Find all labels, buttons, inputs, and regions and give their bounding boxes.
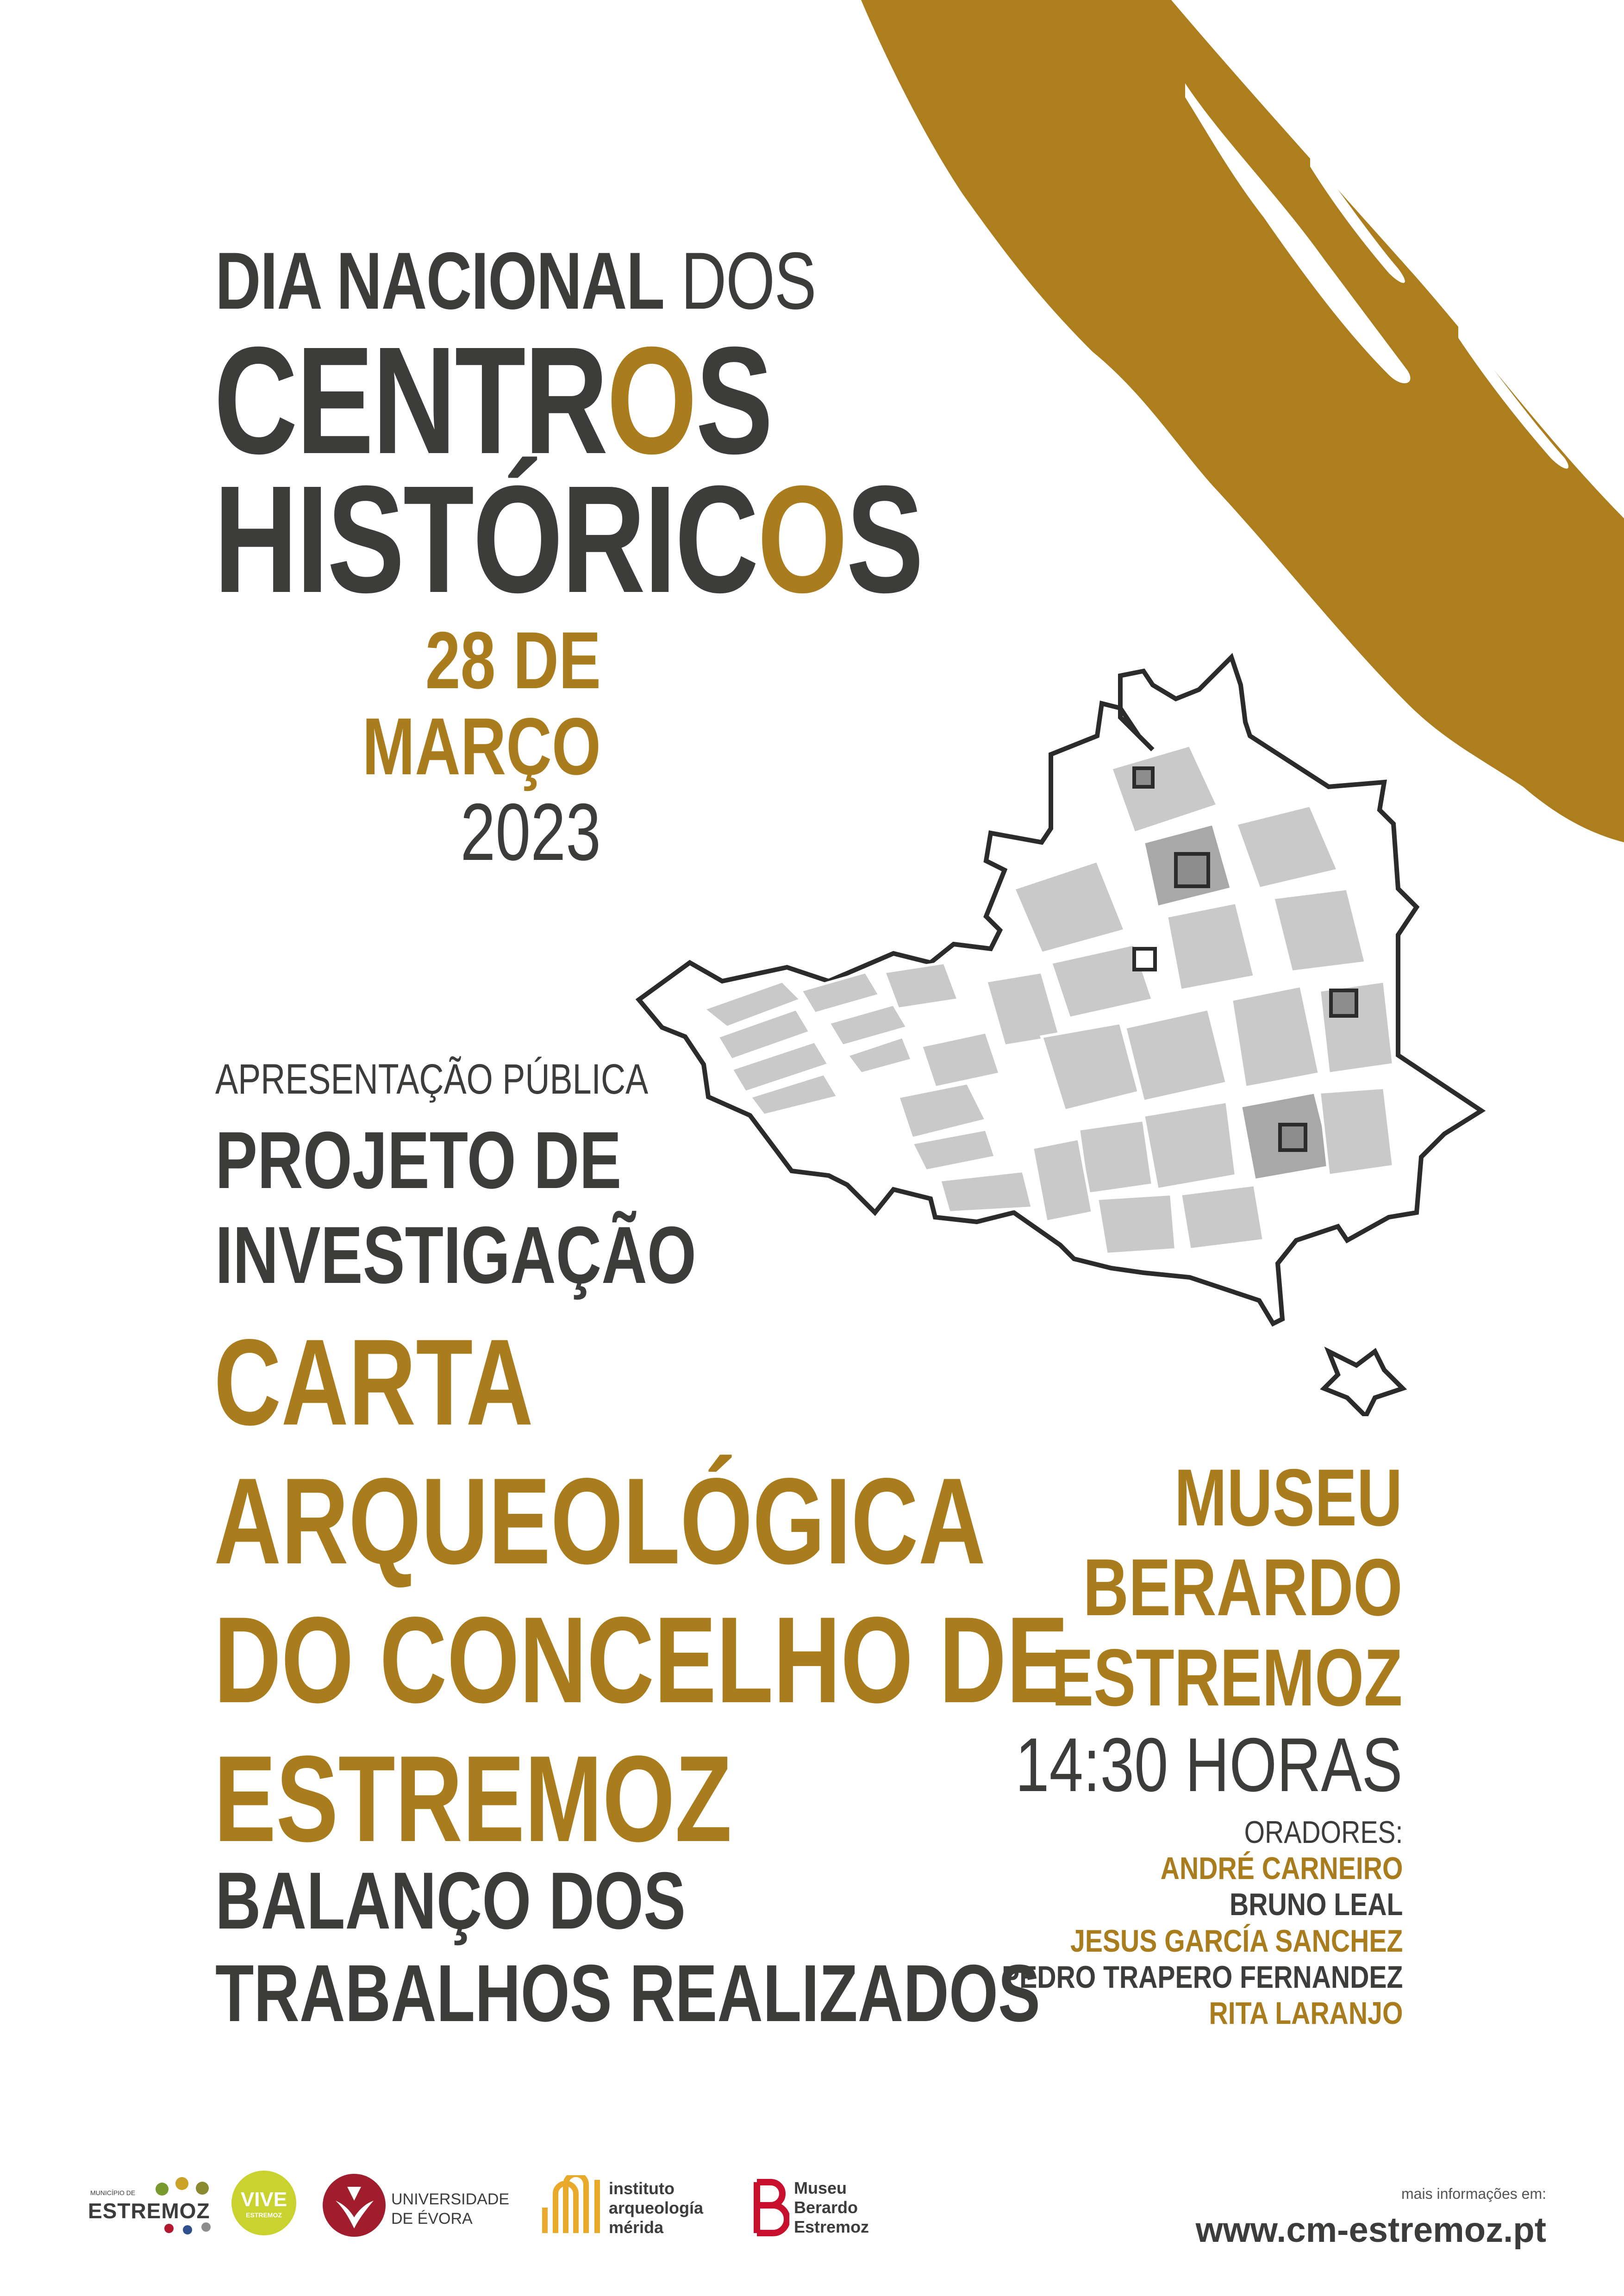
carta-line-1: CARTA [214, 1314, 533, 1451]
logo-instituto-arqueologia-merida [539, 2175, 725, 2240]
website-link[interactable]: www.cm-estremoz.pt [1195, 2210, 1546, 2250]
date-year: 2023 [460, 787, 601, 877]
title-historicos-o: O [757, 454, 847, 624]
title-light: DOS [664, 236, 816, 326]
title-line-3 [214, 454, 923, 624]
title-centros-o: O [606, 315, 696, 485]
universidade-evora-emblem-icon [322, 2173, 387, 2238]
carta-line-3: DO CONCELHO DE [214, 1592, 1069, 1729]
subtitle-line-1: BALANÇO DOS [215, 1856, 686, 1946]
logo-museu-berardo-estremoz [748, 2173, 896, 2242]
vive-text: VIVE [240, 2188, 287, 2211]
museu-berardo-b-icon [748, 2178, 789, 2238]
iam-text-2: arqueología [609, 2198, 704, 2217]
speaker-name: ANDRÉ CARNEIRO [1160, 1851, 1403, 1886]
date-day: 28 DE [425, 616, 601, 706]
venue-line-1: MUSEU [1174, 1453, 1403, 1543]
iam-text-3: mérida [609, 2218, 664, 2237]
title-hist: HIST [214, 454, 473, 624]
uevora-text-1: UNIVERSIDADE [391, 2190, 510, 2208]
speakers-label: ORADORES: [1244, 1815, 1403, 1850]
more-info-label: mais informações em: [1401, 2185, 1546, 2202]
logo-municipio-estremoz [88, 2175, 222, 2240]
project-line-2: INVESTIGAÇÃO [215, 1210, 697, 1300]
iam-text-1: instituto [609, 2179, 675, 2198]
venue-block [918, 1453, 1403, 1807]
venue-line-3: ESTREMOZ [1051, 1632, 1403, 1723]
carta-line-2: ARQUEOLÓGICA [214, 1453, 986, 1590]
project-line-1: PROJETO DE [215, 1115, 622, 1206]
presentation-kicker: APRESENTAÇÃO PÚBLICA [215, 1056, 649, 1103]
title-bold: DIA NACIONAL [215, 236, 664, 326]
vive-sub-text: ESTREMOZ [246, 2211, 282, 2219]
title-line-1 [215, 236, 816, 326]
logo-universidade-evora [322, 2173, 525, 2238]
city-map-illustration [634, 629, 1505, 1416]
event-time: 14:30 HORAS [1015, 1722, 1403, 1807]
speakers-list [925, 1814, 1403, 2031]
subtitle-line-2: TRABALHOS REALIZADOS [215, 1948, 1041, 2039]
title-centros-a: CENTR [214, 315, 607, 485]
event-date [295, 618, 601, 876]
carta-line-4: ESTREMOZ [214, 1730, 732, 1867]
speaker-name: RITA LARANJO [1209, 1995, 1403, 2031]
title-historicos-s: S [846, 454, 923, 624]
speaker-name: PEDRO TRAPERO FERNANDEZ [1001, 1959, 1403, 1995]
title-hist-o: Ó [473, 454, 562, 624]
museu-text-3: Estremoz [794, 2217, 869, 2236]
venue-line-2: BERARDO [1083, 1543, 1403, 1633]
iam-mark-icon [539, 2175, 604, 2235]
uevora-text-2: DE ÉVORA [391, 2210, 473, 2228]
estremoz-small-text: MUNICÍPIO DE [90, 2189, 136, 2196]
estremoz-text: ESTREMOZ [88, 2199, 210, 2223]
museu-text-1: Museu [794, 2178, 847, 2197]
title-ric: RIC [562, 454, 757, 624]
logo-vive-estremoz [231, 2171, 296, 2235]
title-centros-s: S [695, 315, 772, 485]
museu-text-2: Berardo [794, 2198, 858, 2217]
speaker-name: BRUNO LEAL [1229, 1887, 1403, 1923]
speaker-name: JESUS GARCÍA SANCHEZ [1070, 1923, 1403, 1959]
date-month: MARÇO [362, 701, 601, 792]
